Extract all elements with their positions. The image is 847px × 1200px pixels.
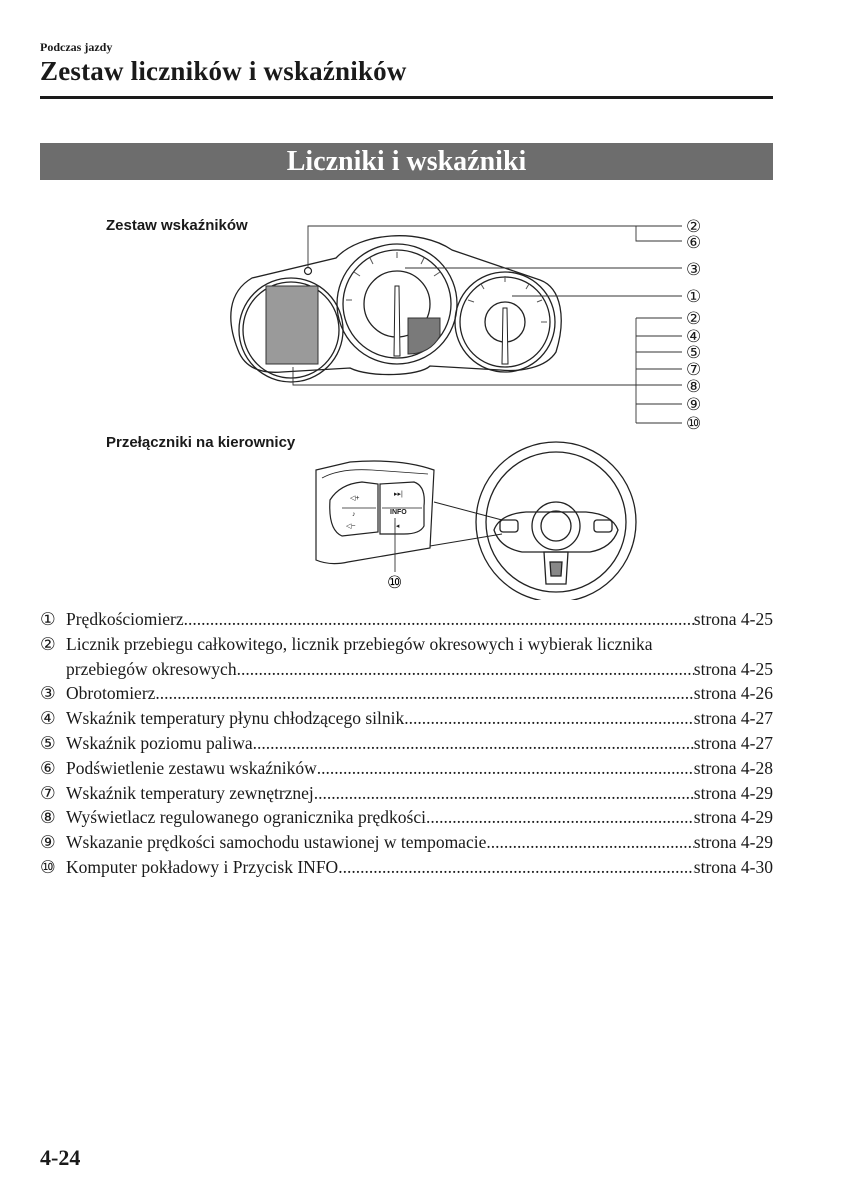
tacho-display	[408, 318, 440, 354]
callout-cluster-8: ⑧	[686, 377, 702, 396]
callout-cluster-2: ③	[686, 260, 702, 279]
svg-text:▸▸|: ▸▸|	[394, 491, 403, 498]
legend-item-1: ① Prędkościomierz ..... strona 4-25	[40, 607, 773, 632]
legend-list	[40, 607, 773, 880]
legend-item-4: ④ Wskaźnik temperatury płynu chłodzącego silnik ..... strona 4-27	[40, 706, 773, 731]
page-title: Zestaw liczników i wskaźników	[40, 56, 407, 86]
svg-text:◁−: ◁−	[346, 523, 356, 530]
callout-cluster-9: ⑨	[686, 395, 702, 414]
svg-text:♪: ♪	[352, 511, 356, 518]
wheel-figure-label: Przełączniki na kierownicy	[106, 434, 296, 451]
callout-cluster-6: ⑤	[686, 343, 702, 362]
legend-item-7: ⑦ Wskaźnik temperatury zewnętrznej ..... strona 4-29	[40, 781, 773, 806]
legend-item-9: ⑨ Wskazanie prędkości samochodu ustawionej w tempomacie ..... strona 4-29	[40, 830, 773, 855]
callout-wheel: ⑩	[387, 573, 403, 592]
callout-cluster-7: ⑦	[686, 360, 702, 379]
callout-cluster-1: ⑥	[686, 233, 702, 252]
legend-item-2: ② Licznik przebiegu całkowitego, licznik przebiegów okresowych i wybierak licznika	[40, 633, 653, 654]
callout-cluster-5: ④	[686, 327, 702, 346]
page-number: 4-24	[40, 1145, 81, 1170]
multi-info-display	[266, 286, 318, 364]
legend-item-3: ③ Obrotomierz ..... strona 4-26	[40, 681, 773, 706]
cluster-figure-label: Zestaw wskaźników	[106, 217, 248, 234]
legend-item-2-continued: przebiegów okresowych ..... strona 4-25	[40, 657, 773, 682]
legend-item-6: ⑥ Podświetlenie zestawu wskaźników ..... strona 4-28	[40, 756, 773, 781]
legend-item-10: ⑩ Komputer pokładowy i Przycisk INFO ..... strona 4-30	[40, 855, 773, 880]
legend-item-8: ⑧ Wyświetlacz regulowanego ogranicznika prędkości ..... strona 4-29	[40, 805, 773, 830]
steering-hub	[532, 502, 580, 550]
info-switch-label: INFO	[390, 509, 407, 516]
section-banner: Liczniki i wskaźniki	[40, 143, 773, 180]
callout-cluster-3: ①	[686, 287, 702, 306]
legend-item-5: ⑤ Wskaźnik poziomu paliwa ..... strona 4-27	[40, 731, 773, 756]
callout-cluster-0: ②	[686, 217, 702, 236]
switch-panel-closeup	[316, 461, 434, 564]
svg-text:◁+: ◁+	[350, 495, 360, 502]
svg-text:|◂: |◂	[394, 523, 400, 530]
callout-cluster-4: ②	[686, 309, 702, 328]
section-label: Podczas jazdy	[40, 40, 113, 54]
callout-cluster-10: ⑩	[686, 414, 702, 433]
